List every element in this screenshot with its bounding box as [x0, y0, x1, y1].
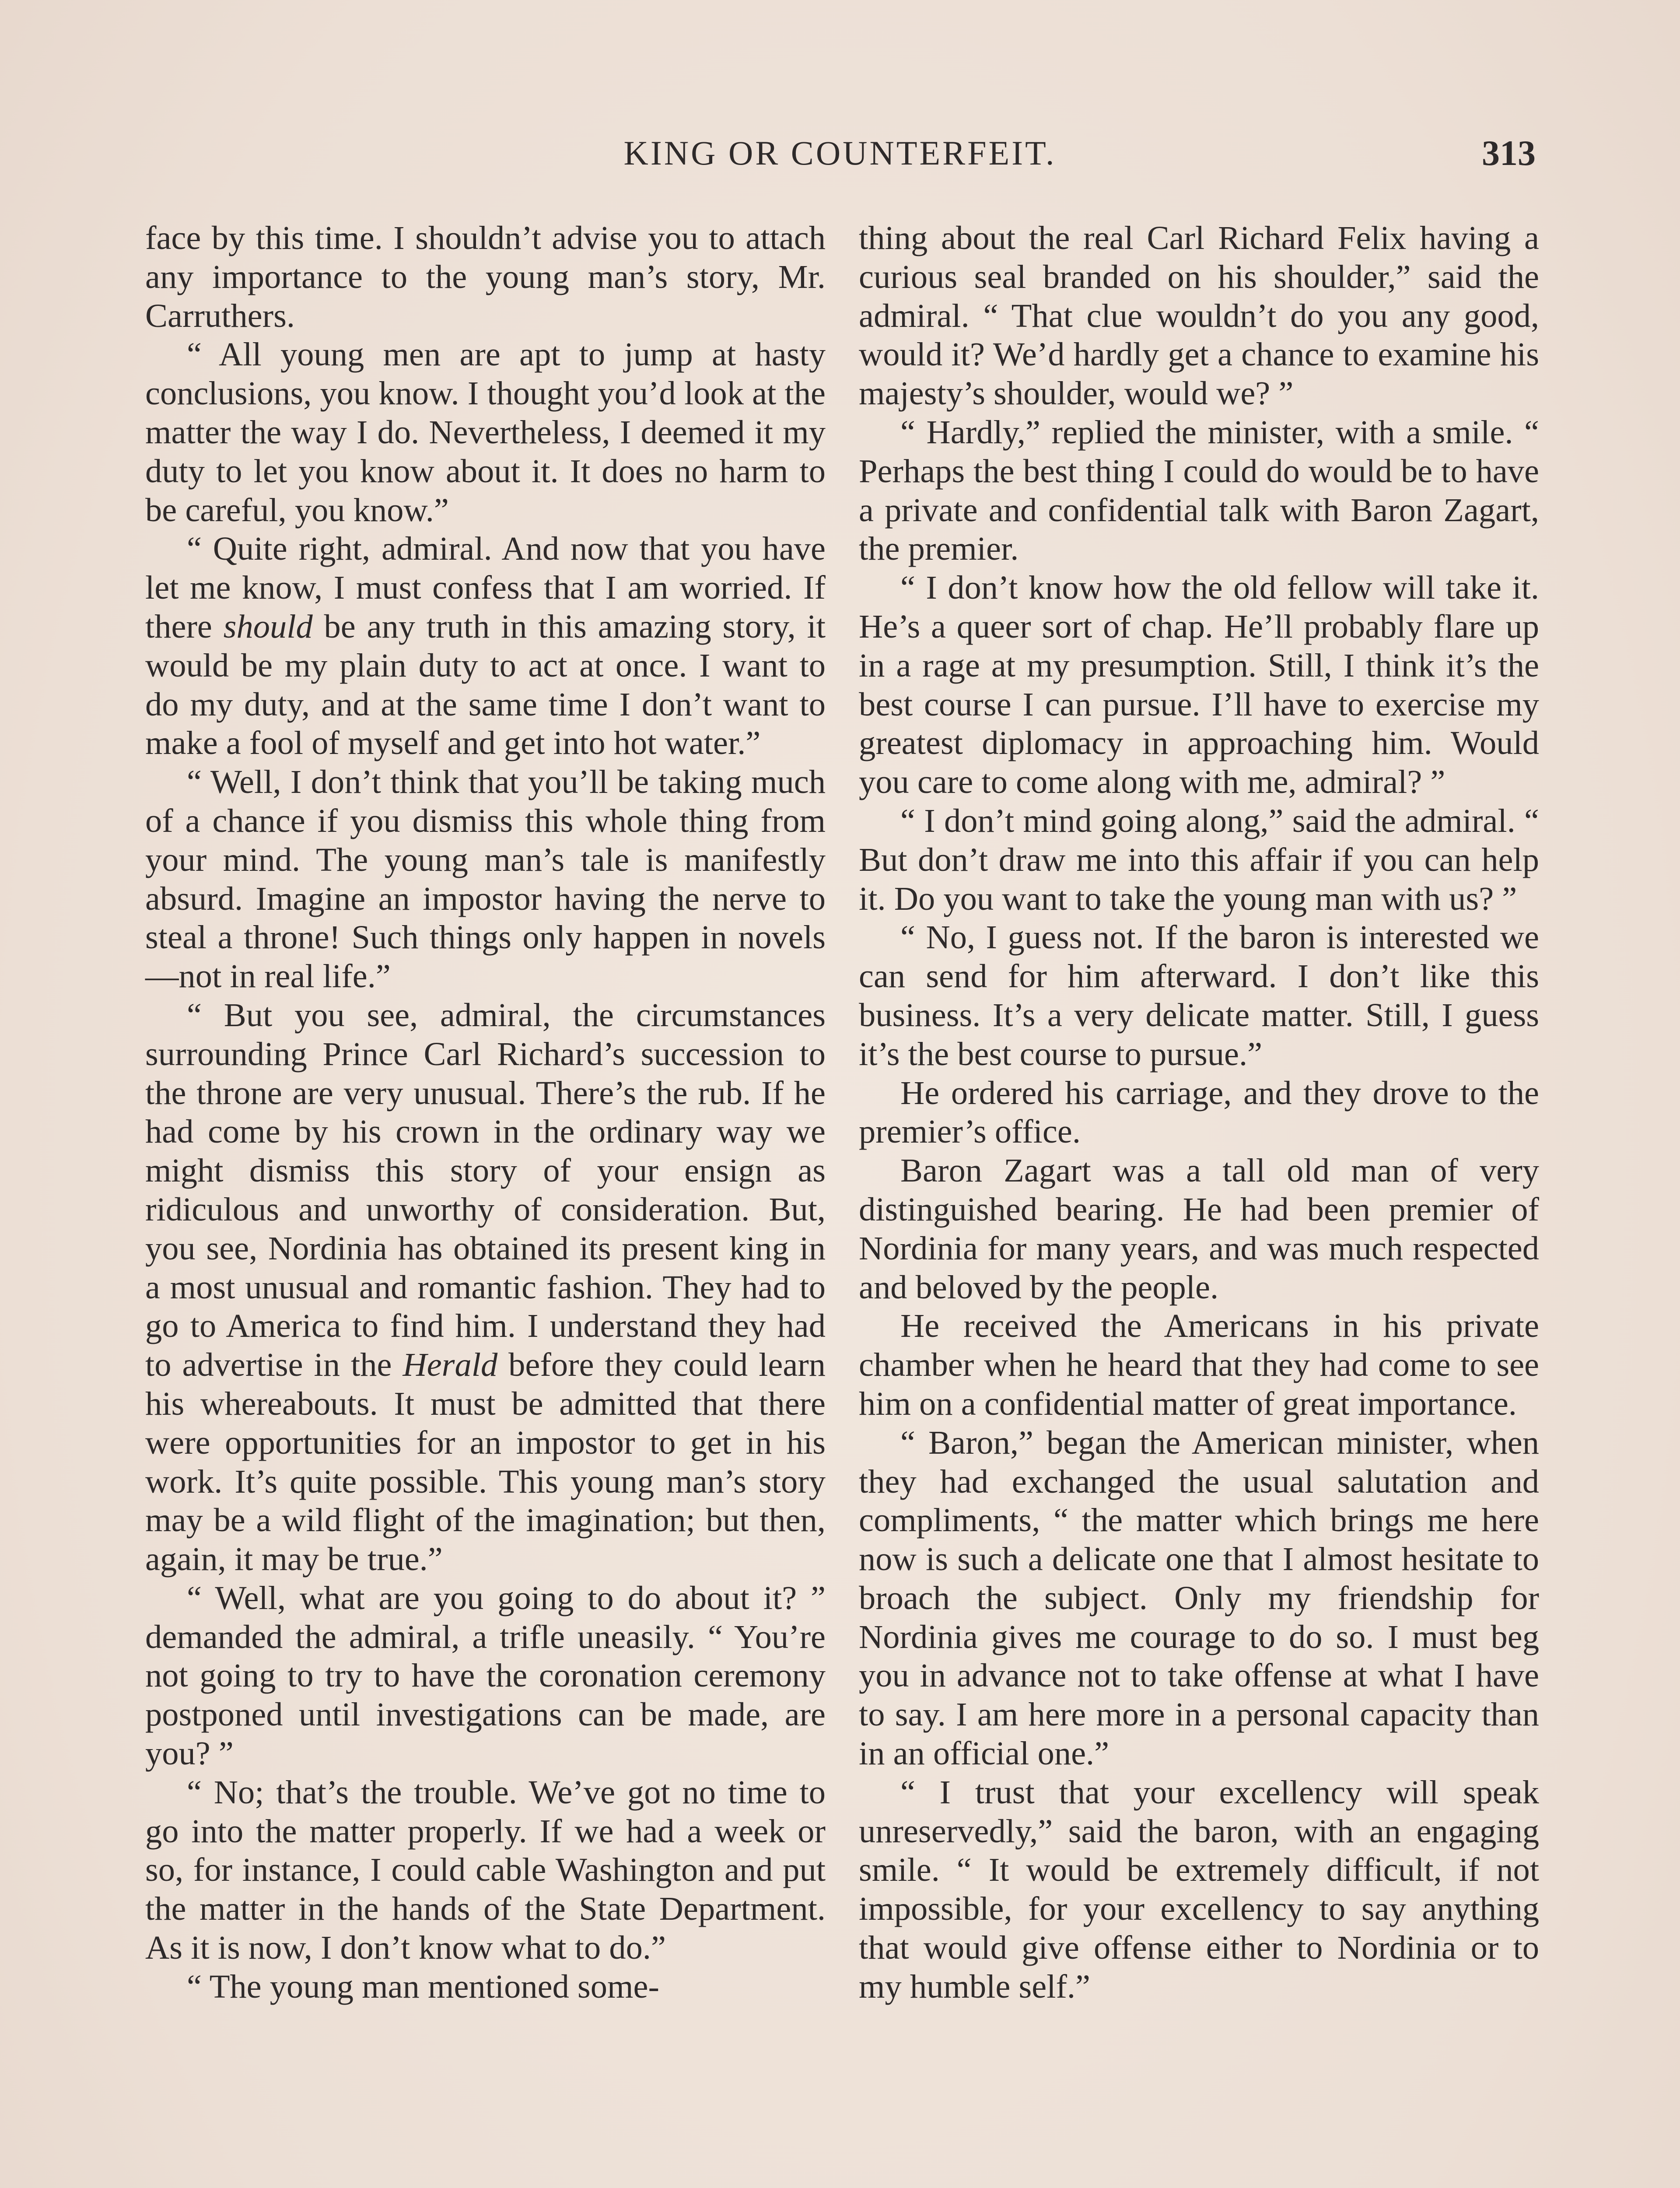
paragraph-text: “ Quite right, admiral. And now that you have let me know, I must confess that I am worried. If there: [145, 530, 826, 645]
running-title: KING OR COUNTERFEIT.: [623, 134, 1057, 172]
paragraph: “ I trust that your excellency will speak unreservedly,” said the baron, with an engaging smile. “ It would be extremely difficult, if not impossible, for your excellency to say anything that would give offense either to Nordinia or to my humble self.”: [859, 1773, 1539, 2005]
paragraph-text: “ But you see, admiral, the circumstances surrounding Prince Carl Richard’s succession to the throne are very unusual. There’s the rub. If he had come by his crown in the ordinary way we might dismiss this story of your ensign as ridiculous and unworthy of consideration. But, you see, Nordinia has obtained its present king in a most unusual and romantic fashion. They had to go to America to find him. I understand they had to advertise in the: [145, 996, 826, 1384]
paragraph: “ No; that’s the trouble. We’ve got no time to go into the matter properly. If we had a week or so, for instance, I could cable Washington and put the matter in the hands of the State Department. As it is now, I don’t know what to do.”: [145, 1773, 826, 1967]
paragraph: He received the Americans in his private chamber when he heard that they had come to see him on a confidential matter of great importance.: [859, 1307, 1539, 1422]
paragraph: “ I don’t mind going along,” said the admiral. “ But don’t draw me into this affair if you can help it. Do you want to take the young man with us? ”: [859, 802, 1539, 917]
italic-emphasis: Herald: [402, 1346, 498, 1384]
right-column: [859, 219, 1539, 2006]
paragraph: “ All young men are apt to jump at hasty conclusions, you know. I thought you’d look at the matter the way I do. Nevertheless, I deemed it my duty to let you know about it. It does no harm to be careful, you know.”: [145, 336, 826, 529]
paragraph-text: be any truth in this amazing story, it would be my plain duty to act at once. I want to do my duty, and at the same time I don’t want to make a fool of myself and get into hot water.”: [145, 607, 826, 762]
paragraph: “ Well, what are you going to do about it? ” demanded the admiral, a trifle uneasily. “ You’re not going to try to have the coronation ceremony postponed until investigations can be made, are you? ”: [145, 1579, 826, 1772]
paragraph: “ No, I guess not. If the baron is interested we can send for him afterward. I don’t like this business. It’s a very delicate matter. Still, I guess it’s the best course to pursue.”: [859, 919, 1539, 1073]
left-column: [145, 219, 826, 2006]
running-head: [144, 127, 1536, 179]
paragraph: “ Well, I don’t think that you’ll be taking much of a chance if you dismiss this whole thing from your mind. The young man’s tale is manifestly absurd. Imagine an impostor having the nerve to steal a throne! Such things only happen in novels—not in real life.”: [145, 763, 826, 995]
paragraph: Baron Zagart was a tall old man of very distinguished bearing. He had been premier of Nordinia for many years, and was much respected and beloved by the people.: [859, 1152, 1539, 1306]
paragraph: “ Baron,” began the American minister, when they had exchanged the usual salutation and compliments, “ the matter which brings me here now is such a delicate one that I almost hesitate to broach the subject. Only my friendship for Nordinia gives me courage to do so. I must beg you in advance not to take offense at what I have to say. I am here more in a personal capacity than in an official one.”: [859, 1424, 1539, 1772]
paragraph: face by this time. I shouldn’t advise you to attach any importance to the young man’s story, Mr. Carruthers.: [145, 219, 826, 334]
paragraph: “ The young man mentioned some-: [187, 1967, 659, 2005]
paragraph: [145, 529, 826, 763]
paragraph: “ I don’t know how the old fellow will take it. He’s a queer sort of chap. He’ll probably flare up in a rage at my presumption. Still, I think it’s the best course I can pursue. I’ll have to exercise my greatest diplomacy in approaching him. Would you care to come along with me, admiral? ”: [859, 569, 1539, 801]
paragraph: [145, 996, 826, 1579]
paragraph: He ordered his carriage, and they drove to the premier’s office.: [859, 1074, 1539, 1150]
paragraph-text: before they could learn his whereabouts. It must be admitted that there were opportunities for an impostor to get in his work. It’s quite possible. This young man’s story may be a wild flight of the imagination; but then, again, it may be true.”: [145, 1346, 826, 1578]
page-number: 313: [1482, 133, 1536, 173]
paragraph: “ Hardly,” replied the minister, with a smile. “ Perhaps the best thing I could do would be to have a private and confidential talk with Baron Zagart, the premier.: [859, 413, 1539, 568]
italic-emphasis: should: [223, 607, 313, 645]
paragraph: thing about the real Carl Richard Felix having a curious seal branded on his shoulder,” said the admiral. “ That clue wouldn’t do you any good, would it? We’d hardly get a chance to examine his majesty’s shoulder, would we? ”: [859, 219, 1539, 412]
